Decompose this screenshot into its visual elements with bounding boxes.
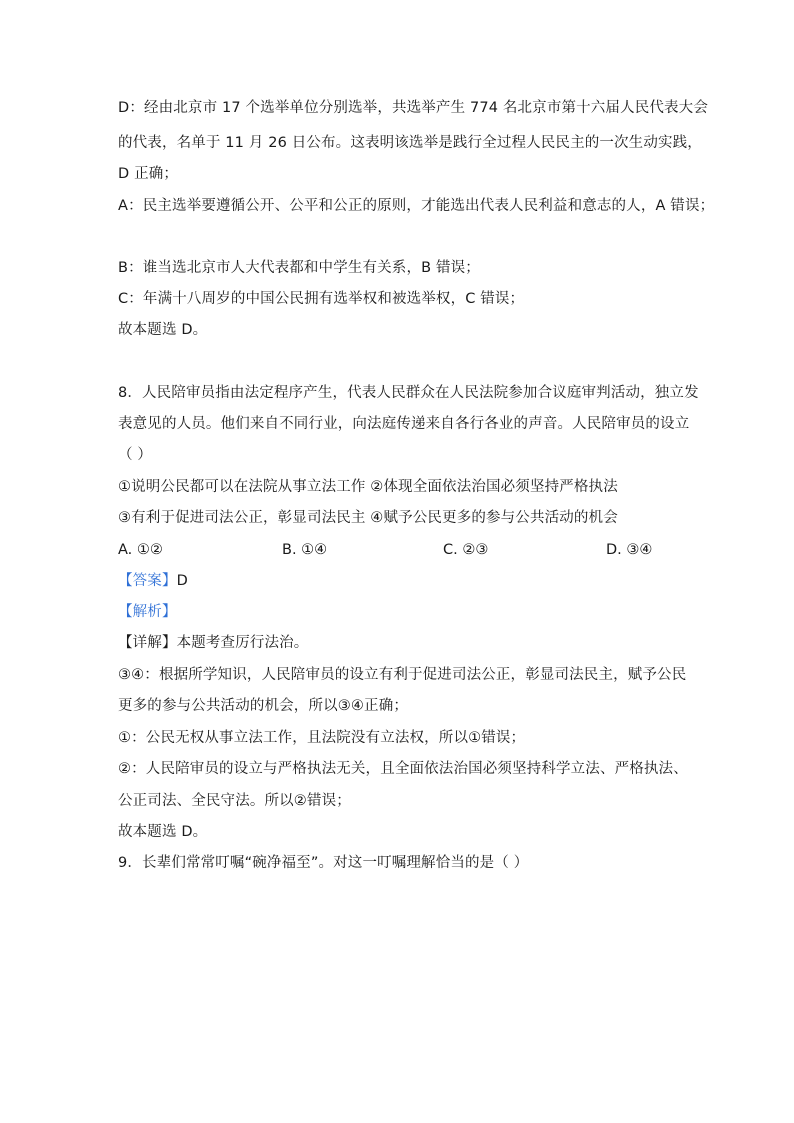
q8-option-a: A. ①②: [118, 542, 163, 558]
q8-statements-line1: ①说明公民都可以在法院从事立法工作 ②体现全面依法治国必须坚持严格执法: [118, 479, 618, 495]
prev-d-explanation-line3: D 正确；: [118, 166, 179, 182]
q8-conclusion: 故本题选 D。: [118, 824, 208, 840]
q8-stem-line2: 表意见的人员。他们来自不同行业，向法庭传递来自各行各业的声音。人民陪审员的设立: [118, 416, 690, 432]
prev-a-explanation: A：民主选举要遵循公开、公平和公正的原则，才能选出代表人民利益和意志的人，A 错误；: [118, 198, 715, 214]
answer-value: D: [176, 573, 188, 589]
prev-b-explanation: B：谁当选北京市人大代表都和中学生有关系，B 错误；: [118, 260, 480, 276]
q8-explanation-line2: 更多的参与公共活动的机会，所以③④正确；: [118, 698, 408, 714]
q8-stem-line1: 8．人民陪审员指由法定程序产生，代表人民群众在人民法院参加合议庭审判活动，独立发: [118, 385, 699, 401]
q8-explanation-line3: ①：公民无权从事立法工作，且法院没有立法权，所以①错误；: [118, 730, 526, 746]
q8-option-b: B. ①④: [282, 542, 328, 558]
prev-d-explanation-line1: D：经由北京市 17 个选举单位分别选举，共选举产生 774 名北京市第十六届人民代表大会: [118, 100, 708, 116]
q8-explanation-line4: ②：人民陪审员的设立与严格执法无关，且全面依法治国必须坚持科学立法、严格执法、: [118, 761, 688, 777]
q8-option-c: C. ②③: [443, 542, 489, 558]
q8-detail-line: 【详解】本题考查厉行法治。: [118, 635, 309, 651]
q8-analysis-row: [118, 603, 177, 621]
q9-stem: 9．长辈们常常叮嘱“碗净福至”。对这一叮嘱理解恰当的是（ ）: [118, 855, 529, 871]
q8-option-d: D. ③④: [606, 542, 653, 558]
q8-answer-row: [118, 572, 188, 590]
prev-d-explanation-line2: 的代表，名单于 11 月 26 日公布。这表明该选举是践行全过程人民民主的一次生动实践，: [118, 135, 702, 151]
q8-explanation-line1: ③④：根据所学知识，人民陪审员的设立有利于促进司法公正，彰显司法民主，赋予公民: [118, 667, 687, 683]
prev-c-explanation: C：年满十八周岁的中国公民拥有选举权和被选举权，C 错误；: [118, 291, 525, 307]
analysis-tag: 【解析】: [118, 604, 177, 620]
q8-statements-line2: ③有利于促进司法公正，彰显司法民主 ④赋予公民更多的参与公共活动的机会: [118, 510, 618, 526]
answer-tag: 【答案】: [118, 573, 177, 589]
prev-conclusion: 故本题选 D。: [118, 322, 208, 338]
q8-explanation-line5: 公正司法、全民守法。所以②错误；: [118, 793, 351, 809]
q8-answer-blank: （ ）: [118, 447, 153, 463]
